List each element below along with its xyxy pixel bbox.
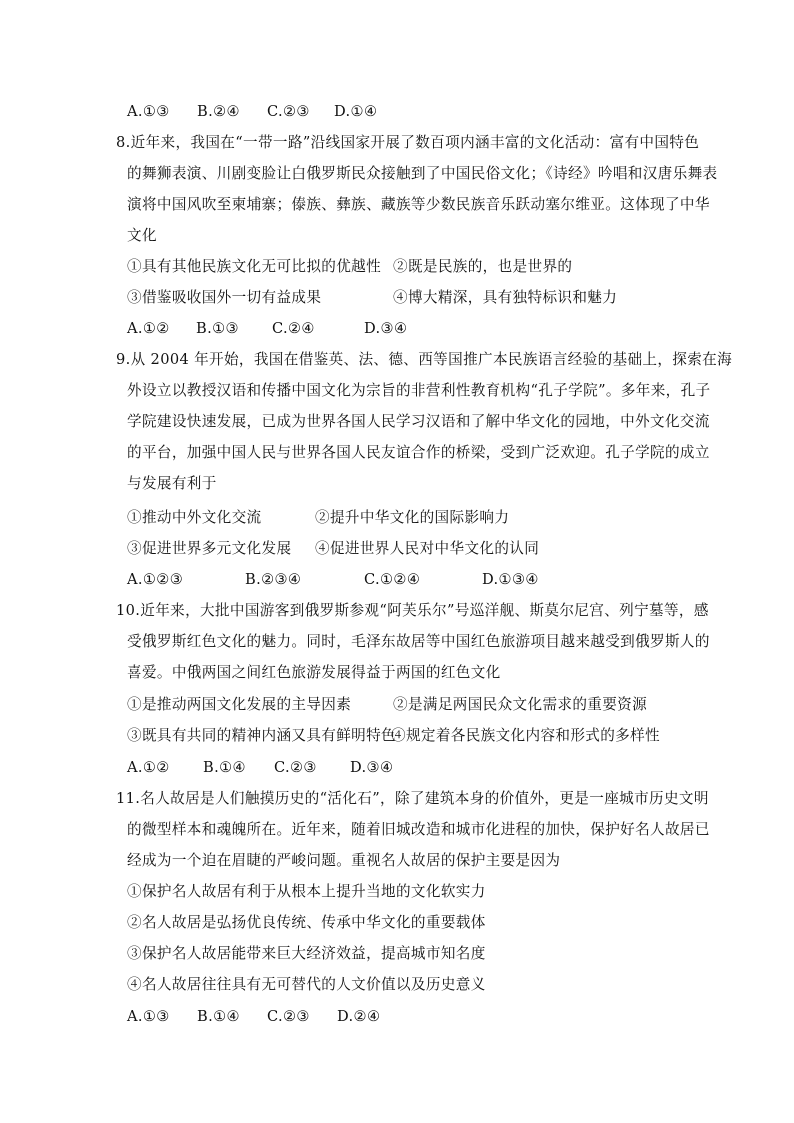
q11-stem-line: 的微型样本和魂魄所在。近年来，随着旧城改造和城市化进程的加快，保护好名人故居已	[127, 821, 710, 838]
q8-option-2: ②既是民族的，也是世界的	[393, 258, 573, 275]
q10-option-2: ②是满足两国民众文化需求的重要资源	[393, 696, 648, 713]
q11-answer-a: A.①③	[127, 1008, 170, 1025]
q10-answer-a: A.①②	[127, 759, 170, 776]
q7-answer-a: A.①③	[127, 103, 170, 120]
q9-answer-row	[127, 570, 539, 590]
q10-answer-d: D.③④	[350, 759, 394, 776]
q10-answer-b: B.①④	[203, 759, 246, 776]
q8-option-4: ④博大精深，具有独特标识和魅力	[393, 289, 618, 306]
q11-answer-row	[127, 1007, 380, 1027]
q11-answer-c: C.②③	[267, 1008, 310, 1025]
q10-option-3: ③既具有共同的精神内涵又具有鲜明特色	[127, 727, 396, 744]
q7-answer-b: B.②④	[197, 103, 240, 120]
q9-stem-line: 学院建设快速发展，已成为世界各国人民学习汉语和了解中华文化的园地，中外文化交流	[127, 413, 710, 430]
q8-stem-line: 演将中国风吹至柬埔寨；傣族、彝族、藏族等少数民族音乐跃动塞尔维亚。这体现了中华	[127, 196, 710, 213]
q11-option-2: ②名人故居是弘扬优良传统、传承中华文化的重要载体	[127, 914, 486, 931]
q8-option-1: ①具有其他民族文化无可比拟的优越性	[127, 258, 382, 275]
q9-option-4: ④促进世界人民对中华文化的认同	[315, 540, 540, 557]
q8-stem-line: 的舞狮表演、川剧变脸让白俄罗斯民众接触到了中国民俗文化；《诗经》吟唱和汉唐乐舞表	[127, 165, 718, 182]
q8-answer-c: C.②④	[272, 320, 315, 337]
q10-stem-line: 喜爱。中俄两国之间红色旅游发展得益于两国的红色文化	[127, 664, 501, 681]
q10-option-4: ④规定着各民族文化内容和形式的多样性	[391, 727, 660, 744]
q11-option-1: ①保护名人故居有利于从根本上提升当地的文化软实力	[127, 883, 486, 900]
q8-option-3: ③借鉴吸收国外一切有益成果	[127, 289, 322, 306]
q10-answer-row	[127, 758, 393, 778]
q9-stem-line: 9.从 2004 年开始，我国在借鉴英、法、德、西等国推广本民族语言经验的基础上，探索在海	[116, 351, 733, 368]
q11-answer-d: D.②④	[337, 1008, 381, 1025]
q8-answer-b: B.①③	[196, 320, 239, 337]
q9-stem-line: 外设立以教授汉语和传播中国文化为宗旨的非营利性教育机构“孔子学院”。多年来，孔子	[127, 382, 711, 399]
q11-stem-line: 经成为一个迫在眉睫的严峻问题。重视名人故居的保护主要是因为	[127, 852, 561, 869]
q7-answer-row	[127, 102, 377, 122]
q8-stem-line: 文化	[127, 227, 157, 244]
q9-answer-c: C.①②④	[364, 571, 421, 588]
q9-stem-line: 与发展有利于	[127, 475, 217, 492]
q11-option-4: ④名人故居往往具有无可替代的人文价值以及历史意义	[127, 976, 486, 993]
q11-option-3: ③保护名人故居能带来巨大经济效益，提高城市知名度	[127, 945, 486, 962]
q8-answer-a: A.①②	[127, 320, 170, 337]
q9-answer-b: B.②③④	[245, 571, 302, 588]
q7-answer-c: C.②③	[267, 103, 310, 120]
q10-option-1: ①是推动两国文化发展的主导因素	[127, 696, 352, 713]
q8-answer-d: D.③④	[364, 320, 408, 337]
q9-answer-d: D.①③④	[482, 571, 539, 588]
q10-answer-c: C.②③	[274, 759, 317, 776]
q8-stem-line: 8.近年来，我国在“一带一路”沿线国家开展了数百项内涵丰富的文化活动：富有中国特色	[116, 134, 700, 151]
q11-answer-b: B.①④	[197, 1008, 240, 1025]
q9-option-3: ③促进世界多元文化发展	[127, 540, 292, 557]
q9-option-2: ②提升中华文化的国际影响力	[315, 509, 510, 526]
q8-answer-row	[127, 319, 407, 339]
q7-answer-d: D.①④	[334, 103, 378, 120]
q9-option-1: ①推动中外文化交流	[127, 509, 262, 526]
q9-answer-a: A.①②③	[127, 571, 184, 588]
q11-stem-line: 11.名人故居是人们触摸历史的“活化石”，除了建筑本身的价值外，更是一座城市历史文明	[116, 790, 709, 807]
q10-stem-line: 10.近年来，大批中国游客到俄罗斯参观“阿芙乐尔”号巡洋舰、斯莫尔尼宫、列宁墓等，感	[116, 602, 709, 619]
q9-stem-line: 的平台，加强中国人民与世界各国人民友谊合作的桥梁，受到广泛欢迎。孔子学院的成立	[127, 444, 710, 461]
q10-stem-line: 受俄罗斯红色文化的魅力。同时，毛泽东故居等中国红色旅游项目越来越受到俄罗斯人的	[127, 633, 710, 650]
